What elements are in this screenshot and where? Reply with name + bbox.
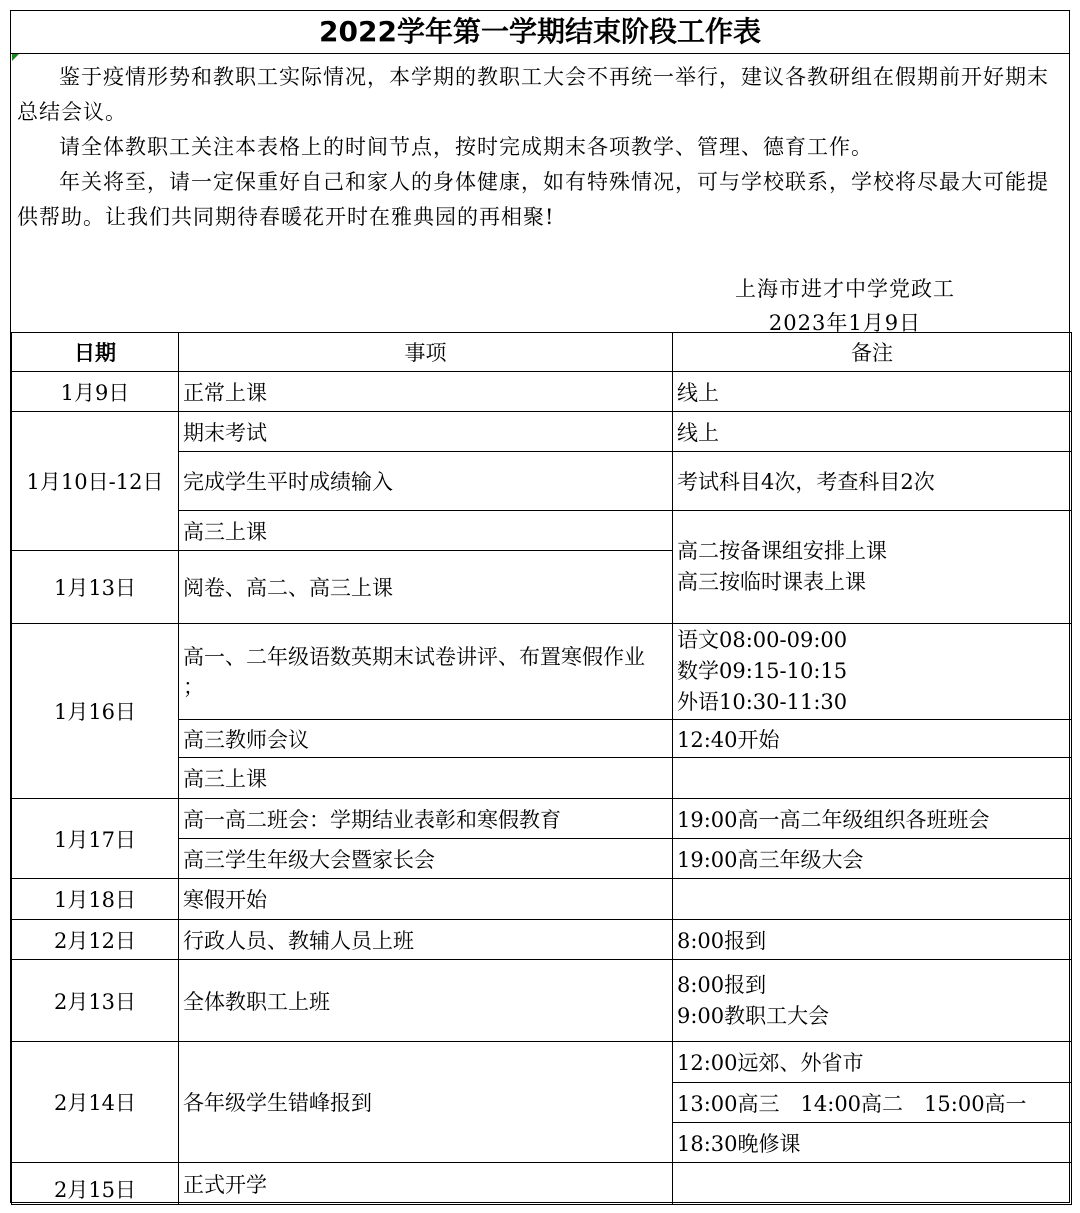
table-row <box>12 799 1072 839</box>
note-cell <box>673 960 1072 1042</box>
note-cell: 考试科目4次，考查科目2次 <box>673 452 1072 511</box>
note-cell <box>673 879 1072 920</box>
note-line: 高三按临时课表上课 <box>677 570 866 594</box>
item-cell: 高三学生年级大会暨家长会 <box>179 839 673 879</box>
table-row <box>12 879 1072 920</box>
item-cell: 高三教师会议 <box>179 720 673 758</box>
item-cell: 高三上课 <box>179 511 673 551</box>
table-row <box>12 624 1072 720</box>
note-cell: 19:00高一高二年级组织各班班会 <box>673 799 1072 839</box>
table-row <box>12 960 1072 1042</box>
table-row <box>12 372 1072 412</box>
note-line: 8:00报到 <box>677 972 767 997</box>
note-cell: 12:40开始 <box>673 720 1072 758</box>
date-cell: 1月9日 <box>12 372 179 412</box>
note-cell <box>673 511 1072 624</box>
date-cell: 2月15日 <box>12 1163 179 1205</box>
date-cell: 1月17日 <box>12 799 179 879</box>
item-cell: 寒假开始 <box>179 879 673 920</box>
header-item: 事项 <box>179 333 673 372</box>
date-cell: 1月18日 <box>12 879 179 920</box>
item-cell: 正式开学 <box>179 1163 673 1205</box>
date-cell: 1月10日-12日 <box>12 412 179 551</box>
item-cell: 高三上课 <box>179 758 673 799</box>
item-cell: 全体教职工上班 <box>179 960 673 1042</box>
note-line: 外语10:30-11:30 <box>677 690 848 714</box>
note-line: 数学09:15-10:15 <box>677 659 848 683</box>
note-cell: 线上 <box>673 412 1072 452</box>
note-line: 高二按备课组安排上课 <box>677 539 887 563</box>
note-cell: 12:00远郊、外省市 <box>673 1042 1072 1083</box>
header-date: 日期 <box>12 333 179 372</box>
date-cell: 1月13日 <box>12 551 179 624</box>
header-note: 备注 <box>673 333 1072 372</box>
item-cell: 期末考试 <box>179 412 673 452</box>
page-title: 2022学年第一学期结束阶段工作表 <box>11 11 1069 54</box>
note-cell: 18:30晚修课 <box>673 1123 1072 1163</box>
intro-paragraph: 请全体教职工关注本表格上的时间节点，按时完成期末各项教学、管理、德育工作。 <box>59 135 873 159</box>
note-cell <box>673 1163 1072 1205</box>
item-cell: 各年级学生错峰报到 <box>179 1042 673 1163</box>
note-cell <box>673 624 1072 720</box>
header-row <box>12 333 1072 372</box>
signature: 上海市进才中学党政工 <box>735 277 955 301</box>
table-row <box>12 1042 1072 1083</box>
item-cell: 高一、二年级语数英期末试卷讲评、布置寒假作业 ； <box>179 624 673 720</box>
table-row <box>12 920 1072 960</box>
note-cell: 13:00高三 14:00高二 15:00高一 <box>673 1083 1072 1123</box>
date-cell: 2月13日 <box>12 960 179 1042</box>
item-cell: 高一高二班会：学期结业表彰和寒假教育 <box>179 799 673 839</box>
intro-paragraph: 年关将至，请一定保重好自己和家人的身体健康，如有特殊情况，可与学校联系，学校将尽最大可能提供帮助。让我们共同期待春暖花开时在雅典园的再相聚! <box>17 170 1049 229</box>
item-cell: 完成学生平时成绩输入 <box>179 452 673 511</box>
worksheet <box>10 10 1070 1203</box>
signature-date: 2023年1月9日 <box>768 311 922 335</box>
note-cell: 8:00报到 <box>673 920 1072 960</box>
item-cell: 阅卷、高二、高三上课 <box>179 551 673 624</box>
note-line: 9:00教职工大会 <box>677 1003 830 1028</box>
note-cell <box>673 758 1072 799</box>
item-cell: 正常上课 <box>179 372 673 412</box>
intro-block <box>11 54 1069 335</box>
date-cell: 1月16日 <box>12 624 179 799</box>
intro-paragraph: 鉴于疫情形势和教职工实际情况，本学期的教职工大会不再统一举行，建议各教研组在假期前开好期末总结会议。 <box>17 65 1049 124</box>
date-cell: 2月12日 <box>12 920 179 960</box>
note-cell: 线上 <box>673 372 1072 412</box>
note-line: 语文08:00-09:00 <box>677 628 848 652</box>
date-cell: 2月14日 <box>12 1042 179 1163</box>
table-row <box>12 1163 1072 1205</box>
schedule-table <box>11 332 1072 1205</box>
item-cell: 行政人员、教辅人员上班 <box>179 920 673 960</box>
note-cell: 19:00高三年级大会 <box>673 839 1072 879</box>
table-row <box>12 412 1072 452</box>
